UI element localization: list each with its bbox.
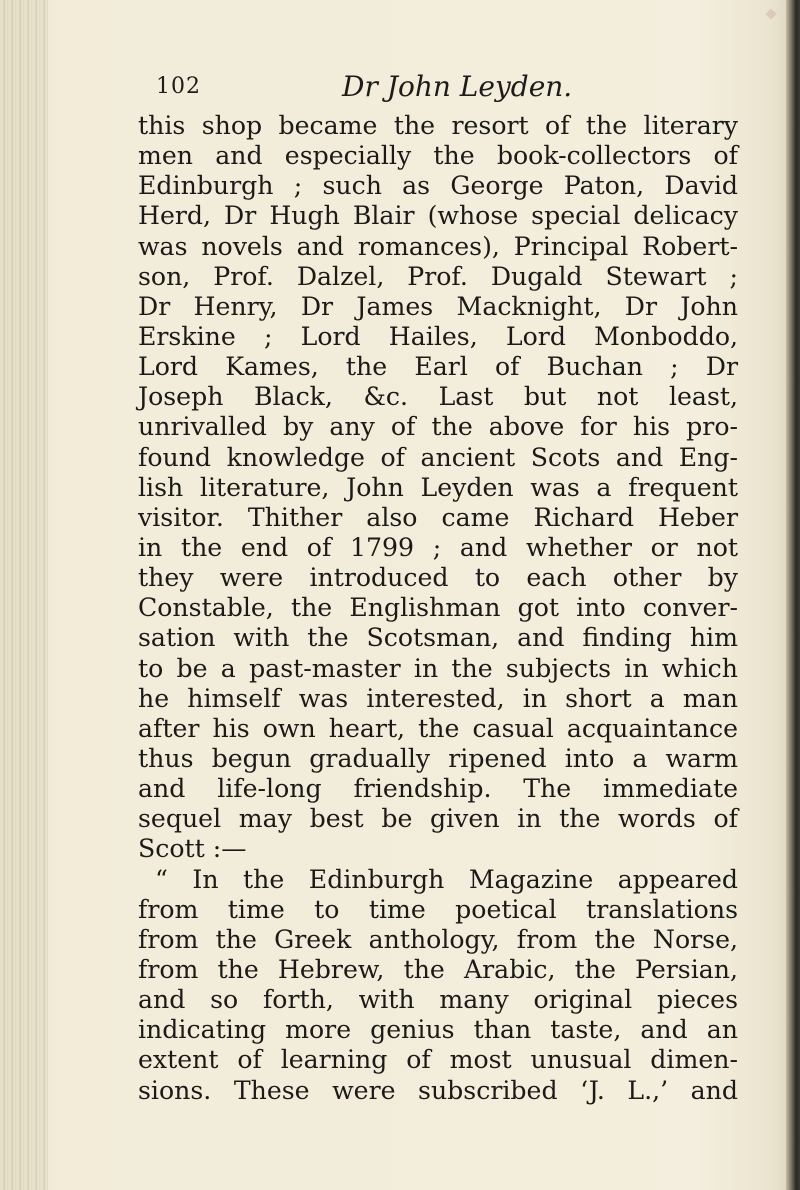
text-line: he himself was interested, in short a man bbox=[138, 683, 738, 713]
text-line: Dr Henry, Dr James Macknight, Dr John bbox=[138, 291, 738, 321]
text-line: sions. These were subscribed ‘J. L.,’ and bbox=[138, 1075, 738, 1105]
text-line: Edinburgh ; such as George Paton, David bbox=[138, 171, 738, 201]
text-line: Herd, Dr Hugh Blair (whose special delicacy bbox=[138, 201, 738, 231]
page-header bbox=[156, 70, 716, 110]
text-line: thus begun gradually ripened into a warm bbox=[138, 743, 738, 773]
text-line: indicating more genius than taste, and an bbox=[138, 1015, 738, 1045]
page-right-edge bbox=[786, 0, 800, 1190]
text-line: they were introduced to each other by bbox=[138, 563, 738, 593]
text-line: lish literature, John Leyden was a frequent bbox=[138, 472, 738, 502]
text-line: to be a past-master in the subjects in which bbox=[138, 653, 738, 683]
text-line: from the Hebrew, the Arabic, the Persian, bbox=[138, 954, 738, 984]
text-line: found knowledge of ancient Scots and Eng- bbox=[138, 442, 738, 472]
text-line: this shop became the resort of the literary bbox=[138, 111, 738, 140]
page-number: 102 bbox=[156, 74, 201, 99]
text-line: Lord Kames, the Earl of Buchan ; Dr bbox=[138, 352, 738, 382]
body-text bbox=[138, 111, 738, 1106]
ink-mark bbox=[765, 8, 776, 19]
text-line: Erskine ; Lord Hailes, Lord Monboddo, bbox=[138, 321, 738, 351]
text-line: and so forth, with many original pieces bbox=[138, 985, 738, 1015]
text-line: extent of learning of most unusual dimen- bbox=[138, 1045, 738, 1075]
page-left-edge bbox=[0, 0, 48, 1190]
text-line: men and especially the book-collectors of bbox=[138, 141, 738, 171]
text-line: sation with the Scotsman, and finding him bbox=[138, 623, 738, 653]
text-line: and life-long friendship. The immediate bbox=[138, 774, 738, 804]
text-line: from time to time poetical translations bbox=[138, 894, 738, 924]
text-line: in the end of 1799 ; and whether or not bbox=[138, 532, 738, 562]
text-line: was novels and romances), Principal Robert- bbox=[138, 231, 738, 261]
text-line: after his own heart, the casual acquaintance bbox=[138, 713, 738, 743]
text-line: Constable, the Englishman got into conver- bbox=[138, 593, 738, 623]
text-line: son, Prof. Dalzel, Prof. Dugald Stewart ; bbox=[138, 261, 738, 291]
text-line: Joseph Black, &c. Last but not least, bbox=[138, 382, 738, 412]
text-line: “ In the Edinburgh Magazine appeared bbox=[155, 864, 738, 894]
running-title: Dr John Leyden. bbox=[342, 70, 573, 103]
text-line: sequel may best be given in the words of bbox=[138, 804, 738, 834]
text-line: Scott :— bbox=[138, 834, 247, 864]
text-line: from the Greek anthology, from the Norse, bbox=[138, 924, 738, 954]
text-line: unrivalled by any of the above for his pro- bbox=[138, 412, 738, 442]
text-line: visitor. Thither also came Richard Heber bbox=[138, 502, 738, 532]
